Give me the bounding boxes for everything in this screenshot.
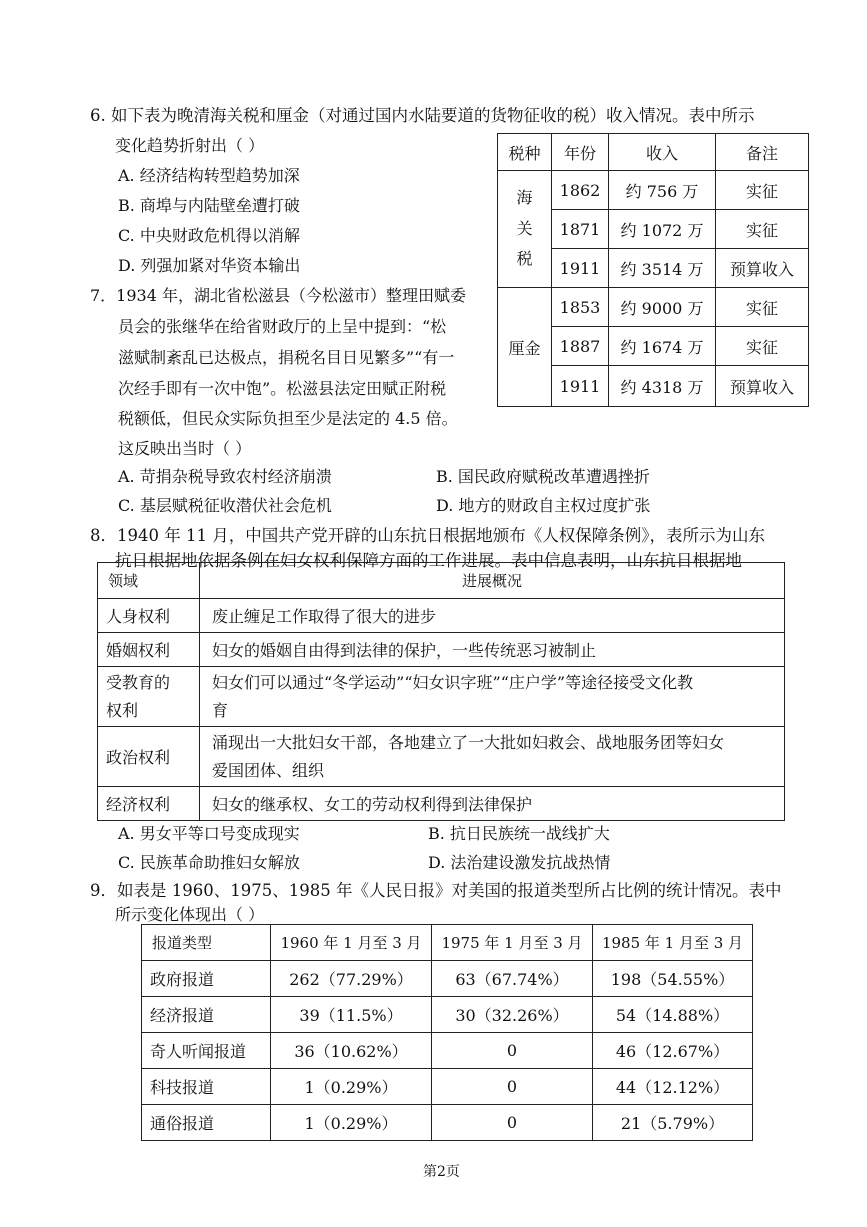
q8-field-cell bbox=[98, 633, 200, 667]
q6-group-customs-char3: 税 bbox=[516, 249, 533, 269]
q8-detail-cell bbox=[200, 727, 785, 787]
q7-stem-line4: 次经手即有一次中饱”。松滋县法定田赋正附税 bbox=[118, 379, 447, 398]
q9-value-cell: 0 bbox=[432, 1069, 593, 1105]
q8-option-b: B. 抗日民族统一战线扩大 bbox=[428, 824, 610, 843]
q8-detail-cell bbox=[200, 787, 785, 821]
q8-detail-text: 妇女们可以通过“冬学运动”“妇女识字班”“庄户学”等途径接受文化教 bbox=[212, 673, 694, 693]
q7-stem-line1: 7．1934 年，湖北省松滋县（今松滋市）整理田赋委 bbox=[90, 286, 466, 305]
q9-type-cell: 科技报道 bbox=[142, 1069, 271, 1105]
q9-header-1975: 1975 年 1 月至 3 月 bbox=[432, 925, 593, 961]
q9-value-cell: 1（0.29%） bbox=[271, 1069, 432, 1105]
q8-option-c: C. 民族革命助推妇女解放 bbox=[118, 853, 300, 872]
q8-detail-text: 涌现出一大批妇女干部，各地建立了一大批如妇救会、战地服务团等妇女 bbox=[212, 733, 725, 753]
q8-field-cell bbox=[98, 667, 200, 727]
q9-stem-line1: 9．如表是 1960、1975、1985 年《人民日报》对美国的报道类型所占比例的统计情况。表中 bbox=[90, 881, 782, 900]
q9-type-cell: 通俗报道 bbox=[142, 1105, 271, 1141]
q6-header-year: 年份 bbox=[552, 134, 609, 171]
q9-report-table bbox=[141, 924, 753, 1141]
q6-cell: 约 9000 万 bbox=[609, 288, 716, 327]
page-number: 第2页 bbox=[423, 1164, 460, 1180]
q8-stem-line1: 8．1940 年 11 月，中国共产党开辟的山东抗日根据地颁布《人权保障条例》，表所示为山东 bbox=[90, 526, 765, 545]
q6-tax-table bbox=[497, 133, 809, 407]
q8-rights-table bbox=[97, 562, 785, 821]
q6-cell: 预算收入 bbox=[716, 366, 809, 407]
q8-detail-text: 废止缠足工作取得了很大的进步 bbox=[212, 607, 437, 626]
q6-cell: 1862 bbox=[552, 171, 609, 210]
q7-stem-line6: 这反映出当时（ ） bbox=[118, 439, 252, 458]
q6-cell: 1853 bbox=[552, 288, 609, 327]
q6-cell: 约 756 万 bbox=[609, 171, 716, 210]
q7-option-b: B. 国民政府赋税改革遭遇挫折 bbox=[436, 467, 650, 486]
q8-field-cell bbox=[98, 787, 200, 821]
q9-type-cell: 政府报道 bbox=[142, 961, 271, 997]
q6-header-note: 备注 bbox=[716, 134, 809, 171]
q8-field-label: 经济权利 bbox=[106, 795, 171, 814]
q9-value-cell: 1（0.29%） bbox=[271, 1105, 432, 1141]
q8-field-cell bbox=[98, 599, 200, 633]
q9-header-type: 报道类型 bbox=[142, 925, 271, 961]
q8-header-progress: 进展概况 bbox=[200, 563, 785, 599]
q8-detail-text: 爱国团体、组织 bbox=[212, 760, 325, 780]
q9-value-cell: 198（54.55%） bbox=[593, 961, 753, 997]
q7-stem-line5: 税额低，但民众实际负担至少是法定的 4.5 倍。 bbox=[118, 409, 458, 428]
q6-header-income: 收入 bbox=[609, 134, 716, 171]
q6-option-d: D. 列强加紧对华资本输出 bbox=[118, 256, 301, 275]
q9-stem-line2: 所示变化体现出（ ） bbox=[115, 905, 265, 924]
q6-group-customs bbox=[498, 171, 552, 288]
q9-value-cell: 63（67.74%） bbox=[432, 961, 593, 997]
q7-option-a: A. 苛捐杂税导致农村经济崩溃 bbox=[118, 467, 332, 486]
q6-cell: 实征 bbox=[716, 288, 809, 327]
q9-value-cell: 39（11.5%） bbox=[271, 997, 432, 1033]
q6-cell: 约 3514 万 bbox=[609, 249, 716, 288]
q9-type-cell: 经济报道 bbox=[142, 997, 271, 1033]
q8-detail-text: 育 bbox=[212, 700, 229, 720]
q6-stem-line1: 6. 如下表为晚清海关税和厘金（对通过国内水陆要道的货物征收的税）收入情况。表中所示 bbox=[90, 106, 755, 125]
q6-cell: 约 1674 万 bbox=[609, 327, 716, 366]
q9-value-cell: 46（12.67%） bbox=[593, 1033, 753, 1069]
q8-option-a: A. 男女平等口号变成现实 bbox=[118, 824, 300, 843]
q6-cell: 实征 bbox=[716, 327, 809, 366]
q9-header-1985: 1985 年 1 月至 3 月 bbox=[593, 925, 753, 961]
q9-value-cell: 36（10.62%） bbox=[271, 1033, 432, 1069]
q6-option-c: C. 中央财政危机得以消解 bbox=[118, 226, 300, 245]
q6-cell: 1871 bbox=[552, 210, 609, 249]
q6-option-a: A. 经济结构转型趋势加深 bbox=[118, 166, 300, 185]
q8-stem-line2: 抗日根据地依据条例在妇女权利保障方面的工作进展。表中信息表明，山东抗日根据地 bbox=[115, 551, 742, 570]
q8-detail-cell bbox=[200, 633, 785, 667]
q6-cell: 1911 bbox=[552, 249, 609, 288]
q7-stem-line2: 员会的张继华在给省财政厅的上呈中提到：“松 bbox=[118, 317, 447, 336]
q8-field-cell bbox=[98, 727, 200, 787]
q6-cell: 1887 bbox=[552, 327, 609, 366]
q6-option-b: B. 商埠与内陆壁垒遭打破 bbox=[118, 196, 300, 215]
q8-detail-cell bbox=[200, 599, 785, 633]
q6-stem-line2: 变化趋势折射出（ ） bbox=[115, 136, 265, 155]
q9-value-cell: 0 bbox=[432, 1105, 593, 1141]
q6-header-tax: 税种 bbox=[498, 134, 552, 171]
q6-cell: 实征 bbox=[716, 210, 809, 249]
q8-field-label: 人身权利 bbox=[106, 607, 171, 626]
q8-field-label: 婚姻权利 bbox=[106, 641, 171, 660]
q8-field-label: 权利 bbox=[106, 700, 139, 720]
q7-option-c: C. 基层赋税征收潜伏社会危机 bbox=[118, 496, 332, 515]
q6-cell: 1911 bbox=[552, 366, 609, 407]
q9-value-cell: 30（32.26%） bbox=[432, 997, 593, 1033]
q9-type-cell: 奇人听闻报道 bbox=[142, 1033, 271, 1069]
q6-group-customs-char2: 关 bbox=[516, 218, 533, 238]
q8-field-label: 政治权利 bbox=[106, 748, 171, 767]
q9-header-1960: 1960 年 1 月至 3 月 bbox=[271, 925, 432, 961]
q8-detail-text: 妇女的继承权、女工的劳动权利得到法律保护 bbox=[212, 795, 533, 814]
q9-value-cell: 44（12.12%） bbox=[593, 1069, 753, 1105]
q6-cell: 约 1072 万 bbox=[609, 210, 716, 249]
q8-header-field: 领域 bbox=[98, 563, 200, 599]
q8-option-d: D. 法治建设激发抗战热情 bbox=[428, 853, 611, 872]
q8-detail-text: 妇女的婚姻自由得到法律的保护，一些传统恶习被制止 bbox=[212, 641, 597, 660]
q9-value-cell: 21（5.79%） bbox=[593, 1105, 753, 1141]
q7-option-d: D. 地方的财政自主权过度扩张 bbox=[436, 496, 651, 515]
q6-cell: 约 4318 万 bbox=[609, 366, 716, 407]
q8-field-label: 受教育的 bbox=[106, 673, 171, 693]
q6-cell: 实征 bbox=[716, 171, 809, 210]
q6-group-lijin: 厘金 bbox=[498, 288, 552, 407]
q9-value-cell: 262（77.29%） bbox=[271, 961, 432, 997]
q9-value-cell: 0 bbox=[432, 1033, 593, 1069]
q7-stem-line3: 滋赋制紊乱已达极点，捐税名目日见繁多”“有一 bbox=[118, 348, 455, 367]
q9-value-cell: 54（14.88%） bbox=[593, 997, 753, 1033]
q6-cell: 预算收入 bbox=[716, 249, 809, 288]
q6-group-customs-char1: 海 bbox=[516, 188, 533, 208]
q8-detail-cell bbox=[200, 667, 785, 727]
